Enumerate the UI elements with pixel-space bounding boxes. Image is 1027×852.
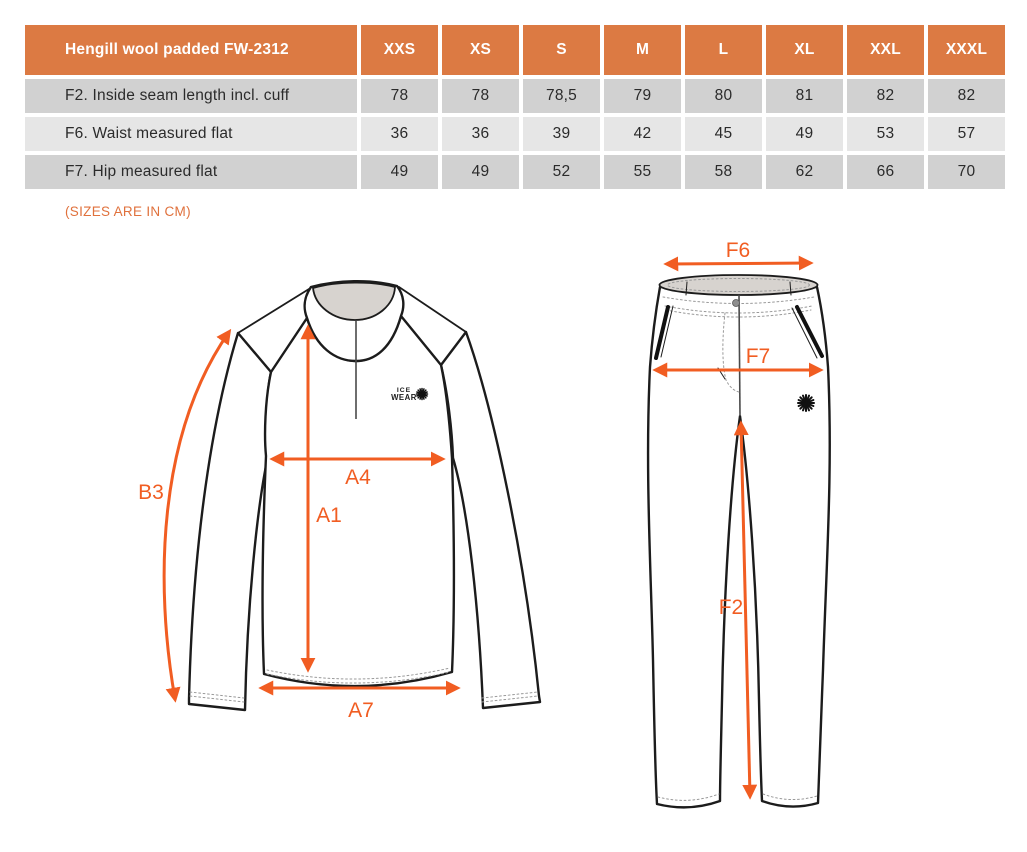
label-f2: F2: [718, 596, 744, 619]
size-value-cell: 45: [685, 117, 762, 151]
size-col-header: XL: [766, 25, 843, 75]
sweater-left-sleeve: [189, 333, 271, 710]
size-value-cell: 42: [604, 117, 681, 151]
size-value-cell: 78,5: [523, 79, 600, 113]
snowflake-icon: [798, 395, 814, 411]
label-a1: A1: [316, 504, 342, 527]
row-label: F6. Waist measured flat: [25, 117, 357, 151]
icewear-logo: [391, 387, 427, 402]
size-value-cell: 82: [847, 79, 924, 113]
sweater-diagram: [125, 275, 580, 750]
sweater-body: [263, 316, 454, 686]
label-a7: A7: [348, 699, 374, 722]
size-value-cell: 49: [766, 117, 843, 151]
size-value-cell: 55: [604, 155, 681, 189]
size-value-cell: 81: [766, 79, 843, 113]
label-f7: F7: [745, 345, 771, 368]
size-value-cell: 79: [604, 79, 681, 113]
label-f6: F6: [725, 240, 751, 262]
size-value-cell: 78: [361, 79, 438, 113]
size-value-cell: 39: [523, 117, 600, 151]
size-value-cell: 80: [685, 79, 762, 113]
size-value-cell: 62: [766, 155, 843, 189]
row-label: F2. Inside seam length incl. cuff: [25, 79, 357, 113]
center-front-seam: [739, 295, 740, 416]
size-col-header: XXL: [847, 25, 924, 75]
pants-diagram: [610, 240, 940, 852]
size-value-cell: 49: [442, 155, 519, 189]
sizes-unit-note: (SIZES ARE IN CM): [65, 204, 191, 219]
snowflake-icon: [417, 389, 428, 400]
size-value-cell: 66: [847, 155, 924, 189]
size-value-cell: 36: [442, 117, 519, 151]
logo-text-ice: ICE: [396, 387, 412, 394]
logo-text-wear: WEAR: [391, 393, 417, 402]
size-value-cell: 53: [847, 117, 924, 151]
size-value-cell: 70: [928, 155, 1005, 189]
shoulder-seam: [238, 289, 309, 333]
size-col-header: M: [604, 25, 681, 75]
size-col-header: XXS: [361, 25, 438, 75]
size-value-cell: 36: [361, 117, 438, 151]
size-value-cell: 78: [442, 79, 519, 113]
size-col-header: XXXL: [928, 25, 1005, 75]
size-value-cell: 49: [361, 155, 438, 189]
row-label: F7. Hip measured flat: [25, 155, 357, 189]
size-value-cell: 82: [928, 79, 1005, 113]
label-a4: A4: [345, 466, 371, 489]
sweater-right-sleeve: [441, 332, 540, 708]
measure-arrow-f6: [667, 263, 810, 264]
size-value-cell: 52: [523, 155, 600, 189]
size-col-header: S: [523, 25, 600, 75]
product-header-cell: Hengill wool padded FW-2312: [25, 25, 357, 75]
size-value-cell: 57: [928, 117, 1005, 151]
size-value-cell: 58: [685, 155, 762, 189]
size-col-header: L: [685, 25, 762, 75]
waist-opening: [660, 275, 818, 295]
size-col-header: XS: [442, 25, 519, 75]
waist-button: [733, 300, 740, 307]
size-table: [25, 25, 1005, 189]
label-b3: B3: [138, 481, 164, 504]
